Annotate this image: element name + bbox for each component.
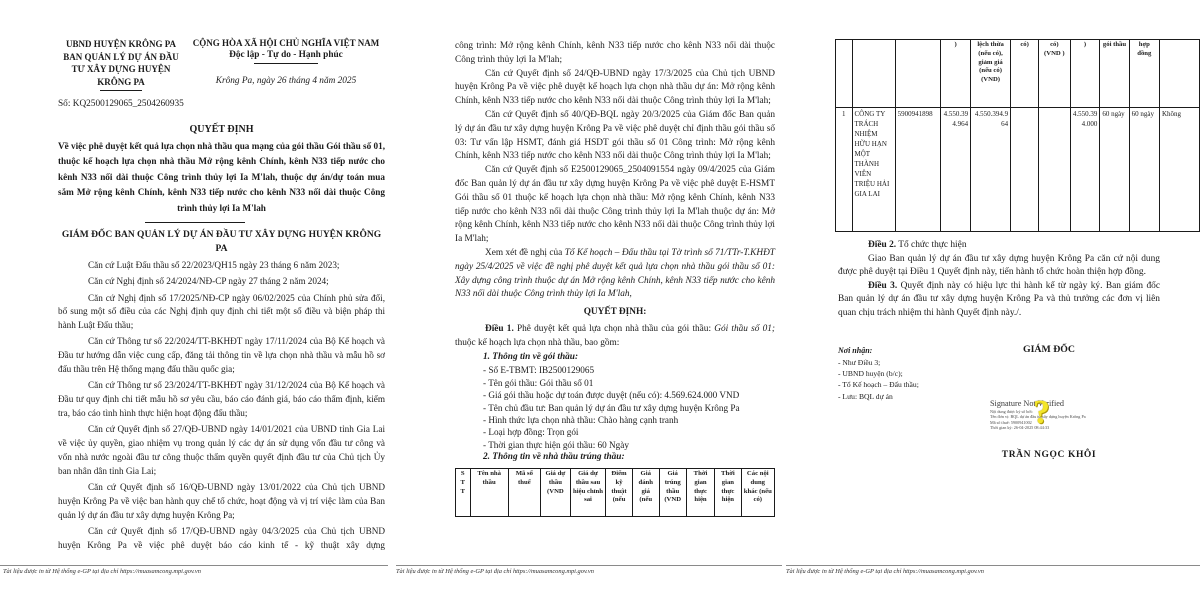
org-underline xyxy=(100,90,142,91)
legal-basis-section xyxy=(58,259,385,555)
legal-basis-paragraph: Căn cứ Quyết định số 27/QĐ-UBND ngày 14/01/2021 của UBND tỉnh Gia Lai về việc ủy quyền, giao nhiệm vụ trong quản lý các dự án sử dụng vốn đầu tư công và vốn nhà nước ngoài đầu tư công thuộc thẩm quyền quyết định đầu tư của Chủ tịch Ủy ban nhân dân tỉnh Gia Lai; xyxy=(58,424,385,476)
header-cell: Giá đánh giá (nếu xyxy=(632,468,659,516)
list-item: - Hình thức lựa chọn nhà thầu: Chào hàng cạnh tranh xyxy=(483,414,679,425)
header-cell: Điểm kỹ thuật (nếu xyxy=(606,468,633,516)
legal-basis-paragraph: Căn cứ Quyết định số 40/QĐ-BQL ngày 20/3/2025 của Giám đốc Ban quản lý dự án đầu tư xây dựng huyện Krông Pa về việc phê duyệt chỉ định thầu gói thầu số 03: Tư vấn lập HSMT, đánh giá HSDT gói thầu số 01 Công trình: Mở rộng kênh Chính, kênh N33 tiếp nước cho kênh N33 nối dài thuộc Công trình thủy lợi Ia M'lah; xyxy=(455,109,775,162)
list-item: - Thời gian thực hiện gói thầu: 60 Ngày xyxy=(483,439,629,450)
footer-rule xyxy=(396,565,782,566)
signature-detail-line: Mã số thuế: 5900941002 xyxy=(990,419,1032,425)
signer-name: TRẦN NGỌC KHÔI xyxy=(1001,450,1097,460)
articles-section xyxy=(838,239,1160,321)
footer-rule xyxy=(0,565,388,566)
footer-note: Tài liệu được in từ Hệ thống e-GP tại địa chỉ https://muasamcong.mpi.gov.vn xyxy=(396,568,594,575)
header-cell: Các nội dung khác (nếu có) xyxy=(741,468,774,516)
article-1-rest: thuộc kế hoạch lựa chọn nhà thầu, bao gồm: xyxy=(455,337,620,348)
data-cell-bid-price: 4.550.394.964 xyxy=(941,108,971,232)
header-cell: Tên nhà thầu xyxy=(470,468,508,516)
list-item: - Như Điều 3; xyxy=(838,358,881,367)
subtitle-underline xyxy=(145,222,245,223)
doc-number: Số: KQ2500129065_2504260935 xyxy=(58,99,184,109)
data-cell-other: Không xyxy=(1159,108,1199,232)
data-cell-contractor-name: CÔNG TY TRÁCH NHIỆM HỮU HẠN MỘT THÀNH VIÊN TRIỆU HẢI GIA LAI xyxy=(852,108,895,232)
decision-title: QUYẾT ĐỊNH xyxy=(189,124,254,135)
data-cell-contract-duration: 60 ngày xyxy=(1129,108,1159,232)
article-3-body: Quyết định này có hiệu lực thi hành kể từ ngày ký. Ban giám đốc Ban quản lý dự án đầu tư xây dựng huyện Krông Pa và thủ trưởng các đơn vị liên quan chịu trách nhiệm thi hành Quyết định này./. xyxy=(838,280,1161,318)
org-name: BAN QUẢN LÝ DỰ ÁN ĐẦU TƯ XÂY DỰNG HUYỆN KRÔNG PA xyxy=(63,51,179,87)
data-cell-technical-score xyxy=(1011,108,1039,232)
footer-note: Tài liệu được in từ Hệ thống e-GP tại địa chỉ https://muasamcong.mpi.gov.vn xyxy=(3,568,201,575)
header-cell: S T T xyxy=(456,468,471,516)
legal-basis-paragraph: Căn cứ Quyết định số 16/QĐ-UBND ngày 13/01/2022 của Chủ tịch UBND huyện Krông Pa về việc ban hành quy chế tổ chức, hoạt động và vị trí việc làm của Ban quản lý dự án đầu tư xây dựng huyện Krông Pa; xyxy=(58,481,385,520)
header-cell: Thời gian thực hiện xyxy=(686,468,714,516)
package-info-list xyxy=(455,364,775,451)
header-cell xyxy=(852,40,895,108)
data-cell-tax-code: 5900941898 xyxy=(895,108,941,232)
document-page-3 xyxy=(785,0,1200,593)
issuing-org-block xyxy=(61,38,181,91)
list-item: - Tên gói thầu: Gói thầu số 01 xyxy=(483,377,594,388)
legal-basis-paragraph: Căn cứ Luật Đấu thầu số 22/2023/QH15 ngày 23 tháng 6 năm 2023; xyxy=(88,260,340,270)
article-1-label: Điều 1. xyxy=(485,323,514,334)
table-header-row xyxy=(836,40,1200,108)
list-item: - Tên chủ đầu tư: Ban quản lý dự án đầu tư xây dựng huyện Krông Pa xyxy=(483,402,740,413)
header-cell: Giá dự thầu sau hiệu chỉnh sai xyxy=(570,468,605,516)
list-item: - UBND huyện (b/c); xyxy=(838,369,903,379)
article-3 xyxy=(838,280,1160,321)
data-cell-corrected-price: 4.550.394.964 xyxy=(971,108,1011,232)
data-cell-stt: 1 xyxy=(836,108,853,232)
org-parent-name: UBND HUYỆN KRÔNG PA xyxy=(65,39,177,49)
list-item: - Tổ Kế hoạch – Đấu thầu; xyxy=(838,380,919,390)
article-1-package: Gói thầu số 01; xyxy=(714,323,775,334)
signer-title: GIÁM ĐỐC xyxy=(1023,344,1075,355)
footer-rule xyxy=(786,565,1200,566)
document-page-1 xyxy=(0,0,390,593)
motto-underline xyxy=(254,63,318,64)
header-cell: ) xyxy=(941,40,971,108)
legal-basis-paragraph: Căn cứ Thông tư số 23/2024/TT-BKHĐT ngày 31/12/2024 của Bộ Kế hoạch và Đầu tư quy định chi tiết mẫu hồ sơ yêu cầu, báo cáo đánh giá, báo cáo thẩm định, kiểm tra, báo cáo tình hình thực hiện hoạt động đấu thầu; xyxy=(58,380,385,418)
list-item: - Số E-TBMT: IB2500129065 xyxy=(483,365,595,376)
recipients-list xyxy=(838,357,988,402)
contractor-table xyxy=(835,39,1200,232)
document-page-2 xyxy=(390,0,785,593)
legal-basis-paragraph: Căn cứ Nghị định số 17/2025/NĐ-CP ngày 06/02/2025 của Chính phủ sửa đổi, bổ sung một số điều của các Nghị định quy định chi tiết một số điều và biện pháp thi hành Luật Đấu thầu; xyxy=(58,292,385,331)
data-cell-package-duration: 60 ngày xyxy=(1100,108,1129,232)
article-2-label: Điều 2. xyxy=(868,240,897,250)
director-heading: GIÁM ĐỐC BAN QUẢN LÝ DỰ ÁN ĐẦU TƯ XÂY DỰNG HUYỆN KRÔNG PA xyxy=(61,230,382,254)
digital-signature-block xyxy=(990,399,1160,430)
header-cell: lệch thừa (nếu có), giảm giá (nếu có) (VND) xyxy=(971,40,1011,108)
table-row xyxy=(836,108,1200,232)
recipients-label: Nơi nhận: xyxy=(838,346,873,355)
signature-detail-line: Nội dung được ký số bởi: xyxy=(990,409,1033,414)
header-cell: Thời gian thực hiện xyxy=(715,468,741,516)
signature-details xyxy=(990,409,1160,430)
legal-basis-paragraph: Căn cứ Quyết định số 17/QĐ-UBND ngày 04/3/2025 của Chủ tịch UBND huyện Krông Pa về việc phê duyệt báo cáo kinh tế - kỹ thuật xây dựng xyxy=(58,525,385,550)
header-cell: ) xyxy=(1070,40,1100,108)
header-cell: Giá trúng thầu (VND xyxy=(659,468,686,516)
data-cell-evaluated-price xyxy=(1039,108,1070,232)
header-cell: có) (VND ) xyxy=(1039,40,1070,108)
signature-notice: Signature Not Verified xyxy=(990,399,1064,408)
question-mark-icon: ? xyxy=(1033,394,1050,431)
article-1 xyxy=(455,323,775,351)
decision-heading: QUYẾT ĐỊNH: xyxy=(583,307,647,318)
list-item: - Lưu: BQL dự án xyxy=(838,391,893,401)
header-cell: Giá dự thầu (VND xyxy=(540,468,570,516)
signature-detail-line: Tên đơn vị: BQL dự án đầu tư xây dựng huyện Krông Pa xyxy=(990,414,1086,420)
data-cell-award-price: 4.550.394.000 xyxy=(1070,108,1100,232)
national-header-block xyxy=(190,38,382,86)
consideration-lead: Xem xét đề nghị của xyxy=(485,247,565,258)
header-cell: hợp đồng xyxy=(1129,40,1159,108)
table-header-row xyxy=(456,468,775,516)
consideration-paragraph xyxy=(455,247,775,302)
article-3-label: Điều 3. xyxy=(868,280,898,291)
header-cell: Mã số thuế xyxy=(508,468,540,516)
date-line: Krông Pa, ngày 26 tháng 4 năm 2025 xyxy=(215,76,357,86)
consideration-italic: Tổ Kế hoạch – Đấu thầu tại Tờ trình số 71/TTr-T.KHĐT ngày 25/4/2025 về việc đề nghị phê duyệt kết quả lựa chọn nhà thầu gói thầu số 01: Xây dựng công trình thuộc dự án Mở rộng kênh Chính, kênh N33 tiếp nước cho kênh N33 nối dài thuộc Công trình thủy lợi Ia M'lah, xyxy=(455,247,775,300)
legal-basis-paragraph: Căn cứ Quyết định số 24/QĐ-UBND ngày 17/3/2025 của Chủ tịch UBND huyện Krông Pa về việc phê duyệt kế hoạch lựa chọn nhà thầu dự án: Mở rộng kênh Chính, kênh N33 tiếp nước cho kênh N33 nối dài thuộc Công trình thủy lợi Ia M'lah; xyxy=(455,68,775,107)
legal-basis-paragraph: Căn cứ Nghị định số 24/2024/NĐ-CP ngày 27 tháng 2 năm 2024; xyxy=(88,276,329,287)
footer-note: Tài liệu được in từ Hệ thống e-GP tại địa chỉ https://muasamcong.mpi.gov.vn xyxy=(786,568,984,575)
contractor-table-header-part xyxy=(455,468,775,517)
header-cell xyxy=(895,40,941,108)
national-header: CỘNG HÒA XÃ HỘI CHỦ NGHĨA VIỆT NAM xyxy=(192,38,380,48)
signature-detail-line: Thời gian ký: 26-04-2025 08:44:33 xyxy=(990,424,1050,430)
legal-basis-paragraph: Căn cứ Thông tư số 22/2024/TT-BKHĐT ngày 17/11/2024 của Bộ Kế hoạch và Đầu tư hướng dẫn việc cung cấp, đăng tải thông tin về lựa chọn nhà thầu và mẫu hồ sơ đấu thầu trên Hệ thống mạng đấu thầu quốc gia; xyxy=(58,336,385,375)
list-item: - Loại hợp đồng: Trọn gói xyxy=(483,427,579,438)
list-item: - Giá gói thầu hoặc dự toán được duyệt (nếu có): 4.569.624.000 VND xyxy=(483,390,740,401)
header-cell xyxy=(836,40,853,108)
section-2-heading: 2. Thông tin về nhà thầu trúng thầu: xyxy=(483,452,625,463)
contractor-table-continued xyxy=(835,36,1200,232)
header-cell: có) xyxy=(1011,40,1039,108)
legal-basis-paragraph: công trình: Mở rộng kênh Chính, kênh N33 tiếp nước cho kênh N33 nối dài thuộc Công trình thủy lợi Ia M'lah; xyxy=(455,41,775,65)
national-motto: Độc lập - Tự do - Hạnh phúc xyxy=(229,50,343,60)
header-cell: gói thầu xyxy=(1100,40,1129,108)
article-2-heading xyxy=(838,239,1160,253)
section-1-heading: 1. Thông tin về gói thầu: xyxy=(483,351,579,362)
article-2-title: Tổ chức thực hiện xyxy=(896,240,967,250)
legal-basis-paragraph: Căn cứ Quyết định số E2500129065_2504091554 ngày 09/4/2025 của Giám đốc Ban quản lý dự án đầu tư xây dựng huyện Krông Pa về việc phê duyệt E-HSMT Gói thầu số 01 thuộc kế hoạch lựa chọn nhà thầu: Mở rộng kênh Chính, kênh N33 tiếp nước cho kênh N33 nối dài thuộc Công trình thủy lợi Ia M'lah thuộc dự án: Mở rộng kênh Chính, kênh N33 tiếp nước cho kênh N33 nối dài thuộc Công trình thủy lợi Ia M'lah; xyxy=(455,165,775,245)
article-1-lead: Phê duyệt kết quả lựa chọn nhà thầu của gói thầu: xyxy=(513,323,715,334)
header-cell xyxy=(1159,40,1199,108)
article-2-body: Giao Ban quản lý dự án đầu tư xây dựng huyện Krông Pa căn cứ nội dung được phê duyệt tại Điều 1 Quyết định này, tiến hành tổ chức hoàn thiện hợp đồng. xyxy=(838,253,1160,278)
page2-body xyxy=(455,40,775,517)
decision-subtitle: Về việc phê duyệt kết quả lựa chọn nhà thầu qua mạng của gói thầu Gói thầu số 01, thuộc kế hoạch lựa chọn nhà thầu Mở rộng kênh Chính, kênh N33 tiếp nước cho kênh N33 nối dài thuộc Công trình thủy lợi Ia M'lah, thuộc dự án/dự toán mua sắm Mở rộng kênh Chính, kênh N33 tiếp nước cho kênh N33 nối dài thuộc Công trình thủy lợi Ia M'lah xyxy=(58,141,385,213)
